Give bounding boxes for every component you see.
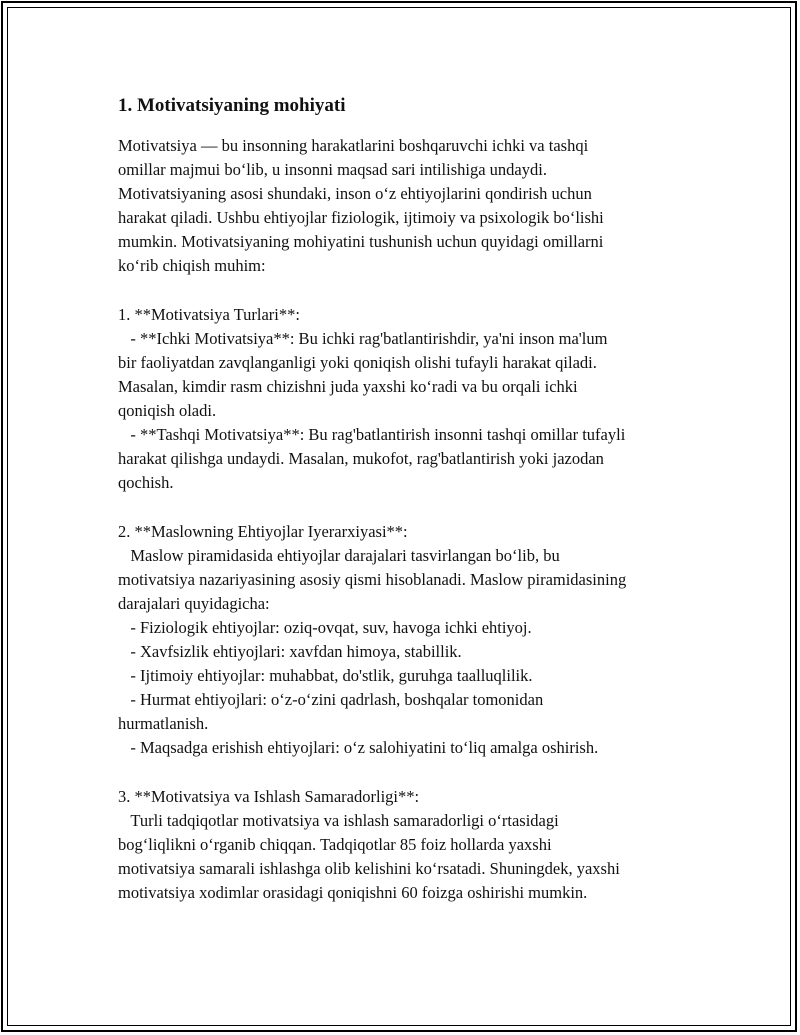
- section-body-text: Motivatsiya — bu insonning harakatlarini boshqaruvchi ichki va tashqi omillar majmui bo‘lib, u insonni maqsad sari intilishiga undaydi. Motivatsiyaning asosi shundaki, inson o‘z ehtiyojlarini qondirish uchun harakat qiladi. Ushbu ehtiyojlar fiziologik, ijtimoiy va psixologik bo‘lishi mumkin. Motivatsiyaning mohiyatini tushunish uchun quyidagi omillarni ko‘rib chiqish muhim: 1. **Motivatsiya Turlari**: - **Ichki Motivatsiya**: Bu ichki rag'batlantirishdir, ya'ni inson ma'lum bir faoliyatdan zavqlanganligi yoki qoniqish olishi tufayli harakat qiladi. Masalan, kimdir rasm chizishni juda yaxshi ko‘radi va bu orqali ichki qoniqish oladi. - **Tashqi Motivatsiya**: Bu rag'batlantirish insonni tashqi omillar tufayli harakat qilishga undaydi. Masalan, mukofot, rag'batlantirish yoki jazodan qochish. 2. **Maslowning Ehtiyojlar Iyerarxiyasi**: Maslow piramidasida ehtiyojlar darajalari tasvirlangan bo‘lib, bu motivatsiya nazariyasining asosiy qismi hisoblanadi. Maslow piramidasining darajalari quyidagicha: - Fiziologik ehtiyojlar: oziq-ovqat, suv, havoga ichki ehtiyoj. - Xavfsizlik ehtiyojlari: xavfdan himoya, stabillik. - Ijtimoiy ehtiyojlar: muhabbat, do'stlik, guruhga taalluqlilik. - Hurmat ehtiyojlari: o‘z-o‘zini qadrlash, boshqalar tomonidan hurmatlanish. - Maqsadga erishish ehtiyojlari: o‘z salohiyatini to‘liq amalga oshirish. 3. **Motivatsiya va Ishlash Samaradorligi**: Turli tadqiqotlar motivatsiya va ishlash samaradorligi o‘rtasidagi bog‘liqlikni o‘rganib chiqqan. Tadqiqotlar 85 foiz hollarda yaxshi motivatsiya samarali ishlashga olib kelishini ko‘rsatadi. Shuningdek, yaxshi motivatsiya xodimlar orasidagi qoniqishni 60 foizga oshirishi mumkin.: [118, 136, 627, 902]
- section-heading: 1. Motivatsiyaning mohiyati: [118, 95, 346, 116]
- document-content: [118, 92, 698, 905]
